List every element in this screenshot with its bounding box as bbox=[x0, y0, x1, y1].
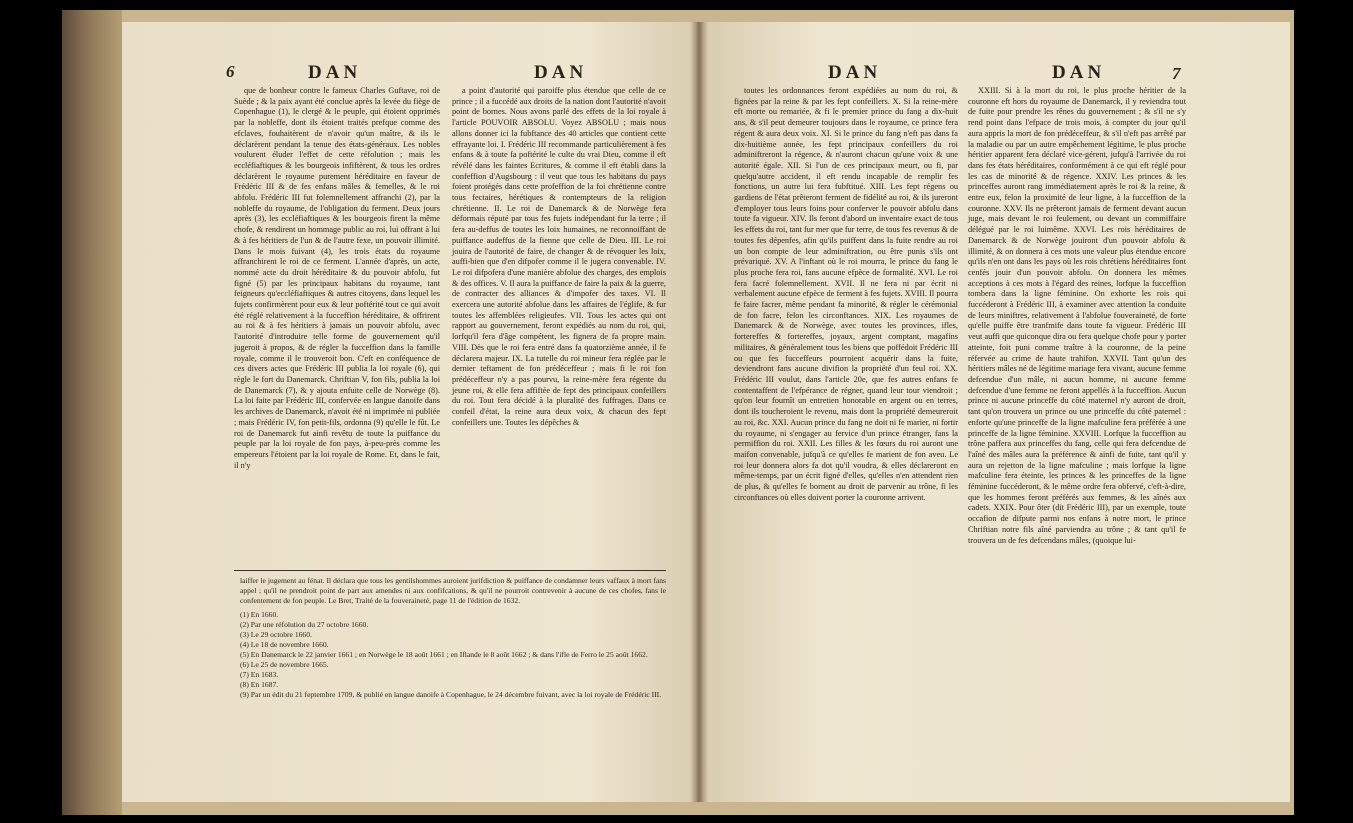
footnote: (3) Le 29 octobre 1660. bbox=[240, 630, 312, 639]
footnotes bbox=[240, 576, 666, 700]
right-page bbox=[702, 22, 1290, 802]
page-number: 6 bbox=[226, 62, 235, 81]
column-text: XXIII. Si à la mort du roi, le plus proche héritier de la couronne eft hors du royaume de Danemarck, il y reviendra tout de fuite pour prendre les rênes du gouvernement ; & s'il ne s'y rend point dans l'efpace de trois mois, à compter du jour qu'il aura appris la mort de fon prédéceffeur, & s'il n'eft pas arrêté par la maladie ou par un autre empêchement légitime, le plus proche héritier apparent fera déclaré vice-gérent, jufqu'à l'arrivée du roi dans fes états héréditaires, conformément à ce qui eft réglé pour les cas de minorité & de régence. XXIV. Les princes & les princeffes auront rang immédiatement après le roi & la reine, & entre eux, felon la proximité de leur ligne, à la fucceffion de la couronne. XXV. Ils ne prêteront jamais de ferment devant aucun juge, mais devant le roi feulement, ou devant un commiffaire délégué par le roi luimême. XXVI. Les rois héréditaires de Danemarck & de Norwège jouiront d'un pouvoir abfolu & illimité, & on donnera à ces mots une valeur plus étendue encore qu'ils n'en ont dans les pays où les rois chrétiens héréditaires font cenfés jouir d'un pouvoir abfolu. On donnera les mêmes acceptions à ces mots à l'égard des reines, lorfque la fucceffion tombera dans la ligne féminine. On exhorte les rois qui fuccéderont à Frédéric III, à examiner avec attention la conduite de leurs miniftres, relativement à l'abfolue fouveraineté, de forte qu'elle puiffe être tranfmife dans toute fa vigueur. Frédéric III veut auffi que quiconque dira ou fera quelque chofe pour y porter atteinte, foit puni comme traître à la couronne, de la peine réfervée au crime de haute trahifon. XXVII. Tant qu'un des héritiers mâles né de légitime mariage fera vivant, aucune femme defcendue d'un mâle, ni aucun homme, ni aucune femme defcendue d'une femme ne feront appellés à la fucceffion. Aucun prince ni aucune princeffe du côté maternel n'y auront de droit, tant qu'on trouvera un prince ou une princeffe du côté paternel : enforte qu'une princeffe de la ligne mafculine fera préférée à une princeffe de la ligne féminine. XXVIII. Lorfque la fucceffion au trône paffera aux princeffes du fang, celle qui fera defcendue de l'aîné des mâles aura la préférence & ainfi de fuite, tant qu'il y aura un rejetton de la ligne mafculine ; mais lorfque la ligne mafculine fera éteinte, les princes & les princeffes de la ligne féminine fuccéderont, & le même ordre fera obfervé, c'eft-à-dire, que les hommes feront préférés aux femmes, & les aînés aux cadets. XXIX. Pour ôter (dit Frédéric III), par un exemple, toute occafion de difpute parmi nos enfans à notre mort, le prince Chriftian notre fils aîné parviendra au trône ; & tant qu'il fe trouvera un de fes defcendans mâles, (quoique lui- bbox=[968, 86, 1186, 545]
left-page bbox=[122, 22, 697, 802]
text-column-2 bbox=[968, 86, 1186, 776]
running-header-left: DAN bbox=[308, 62, 362, 83]
footnote: (5) En Danemarck le 22 janvier 1661 ; en Norwège le 18 août 1661 ; en Iflande le 8 août 1662 ; & dans l'ifle de Ferro le 25 août 1662. bbox=[240, 650, 648, 659]
running-header-right: DAN bbox=[1052, 62, 1106, 83]
column-text: a point d'autorité qui paroiffe plus étendue que celle de ce prince ; il a fuccédé aux droits de la nation dont l'autorité n'avoit point de bornes. Nous avons parlé des effets de la loi royale à l'article POUVOIR ABSOLU. Voyez ABSOLU ; mais nous allons donner ici la fubftance des 40 articles que contient cette effrayante loi. I. Frédéric III recommande particulièrement à fes enfans & à toute fa poftérité le culte du vrai Dieu, comme il eft révélé dans les faintes Ecritures, & comme il eft établi dans la confeffion d'Augsbourg : il veut que tous les habitans du pays foient protégés dans cette profeffion de la foi chrétienne contre tous fectaires, hérétiques & contempteurs de la religion chrétienne. II. Le roi de Danemarck & de Norwège fera déformais réputé par tous fes fujets indépendant fur la terre ; il fera au-deffus de toutes les loix humaines, ne reconnoiffant de puiffance audeffus de la fienne que celle de Dieu. III. Le roi jouira de l'autorité de faire, de changer & de révoquer les loix, auffi-bien que d'en difpofer comme il le jugera convenable. IV. Le roi difpofera d'une manière abfolue des charges, des emplois & des offices. V. Il aura la puiffance de faire la paix & la guerre, de contracter des alliances & d'impofer des taxes. VI. Il exercera une autorité abfolue dans les affaires de l'églife, & fur toutes les affemblées religieufes. VII. Tous les actes qui ont rapport au gouvernement, feront expédiés au nom du roi, qui, lorfqu'il fera d'âge compétent, les fignera de fa propre main. VIII. Dès que le roi fera entré dans fa quatorzième année, il fe déclarera majeur. IX. La tutelle du roi mineur fera réglée par le dernier teftament de fon prédéceffeur ; mais fi le roi fon prédéceffeur n'y a pas pourvu, la reine-mère fera régente du jeune roi, & elle fera affiftée de fept des principaux confeillers du roi. Tout fera décidé à la pluralité des fuffrages. Dans ce confeil d'état, la reine aura deux voix, & chacun des fept confeillers une. Toutes les dépêches & bbox=[452, 86, 666, 427]
text-column-2 bbox=[452, 86, 666, 568]
running-header-right: DAN bbox=[534, 62, 588, 83]
running-header-left: DAN bbox=[828, 62, 882, 83]
book-gutter bbox=[690, 22, 708, 802]
footnote: (7) En 1683. bbox=[240, 670, 279, 679]
footnote-rule bbox=[234, 570, 666, 571]
footnote: (9) Par un édit du 21 feptembre 1709, & publié en langue danoife à Copenhague, le 24 décembre fuivant, avec la loi royale de Frédéric III. bbox=[240, 690, 662, 699]
footnote-lead: laiffer le jugement au fénat. Il déclara que tous les gentilshommes auroient jurifdiction & puiffance de condamner leurs vaffaux à mort fans appel ; qu'il ne prendroit point de part aux amendes ni aux confifcations, & qu'il ne pourroit contrevenir à aucune de ces chofes, fans le confentement de fon peuple. Le Bret, Traité de la fouveraineté, page 11 de l'édition de 1632. bbox=[240, 576, 666, 605]
footnote: (4) Le 18 de novembre 1660. bbox=[240, 640, 329, 649]
footnote: (1) En 1660. bbox=[240, 610, 279, 619]
text-column-1 bbox=[734, 86, 958, 776]
footnote: (6) Le 25 de novembre 1665. bbox=[240, 660, 329, 669]
footnote: (8) En 1687. bbox=[240, 680, 279, 689]
footnote: (2) Par une réfolution du 27 octobre 1660. bbox=[240, 620, 369, 629]
column-text: toutes les ordonnances feront expédiées au nom du roi, & fignées par la reine & par les fept confeillers. X. Si la reine-mère eft morte ou remariée, & fi le premier prince du fang a dix-huit ans, & s'il peut demeurer toujours dans le royaume, ce prince fera régent & aura deux voix. XI. Si le prince du fang n'eft pas dans fa dix-huitième année, les fept principaux confeillers du roi adminiftreront la régence, & n'auront chacun qu'une voix & une autorité égale. XII. Si l'un de ces principaux meurt, ou fi, par quelqu'autre accident, il eft rendu incapable de remplir fes fonctions, un autre lui fera fubftitué. XIII. Les fept régens ou gardiens de l'état prêteront ferment de fidélité au roi, & ils jureront d'employer tous leurs foins pour conferver le pouvoir abfolu dans toute fa vigueur. XIV. Ils feront d'abord un inventaire exact de tous les effets du roi, tant fur mer que fur terre, de tous fes revenus & de toutes fes dépenfes, afin qu'ils puiffent dans la fuite rendre au roi un bon compte de leur adminiftration, ou être punis s'ils ont prévariqué. XV. A l'inftant où le roi mourra, le prince du fang le plus proche fera roi, fans aucune efpèce de formalité. XVI. Le roi fera facré folemnellement. XVII. Il ne fera ni par écrit ni verbalement aucune efpèce de ferment à fes fujets. XVIII. Il pourra fe faire facrer, même pendant fa minorité, & régler le cérémonial de fon facre, felon les circonftances. XIX. Les royaumes de Danemarck & de Norwège, avec toutes les provinces, ifles, fortereffes & fortereffes, joyaux, argent comptant, magafins militaires, & généralement tous les biens que poffédoit Frédéric III ou que fes fucceffeurs pourroient acquérir dans la fuite, deviendront fans aucune divifion la propriété d'un feul roi. XX. Frédéric III voulut, dans l'article 20e, que fes autres enfans fe contentaffent de l'efpérance de régner, quand leur tour viendroit ; qu'on leur fournît un entretien honorable en argent ou en terres, dont ils toucheroient le revenu, mais dont la propriété demeureroit au roi, &c. XXI. Aucun prince du fang ne doit ni fe marier, ni fortir du royaume, ni s'engager au fervice d'un prince étranger, fans la permiffion du roi. XXII. Les filles & les fœurs du roi auront une maifon convenable, jufqu'à ce qu'elles fe marient de fon aveu. Le roi leur donnera alors fa dot qu'il voudra, & elles déclareront en même-temps, par un écrit figné d'elles, qu'elles n'en attendent rien de plus, & qu'elles fe bornent au droit de parvenir au trône, fi les circonftances où elles doivent porter la couronne arrivent. bbox=[734, 86, 958, 502]
column-text: que de bonheur contre le fameux Charles Guftave, roi de Suède ; & la paix ayant été conclue après la levée du fiège de Copenhague (1), le clergé & le peuple, qui étoient opprimés par la nobleffe, dont ils étoient traités prefque comme des efclaves, fouhaitèrent de n'avoir qu'un maître, & ils le déclarèrent pendant la tenue des états-généraux. Les nobles voulurent éluder l'effet de cette réfolution ; mais les eccléfiaftiques & les bourgeois infiftèrent, & tous les ordres déclarèrent le royaume purement héréditaire en faveur de Frédéric III & de fes enfans mâles & femelles, & le roi abfolu. Frédéric III fut folemnellement affranchi (2), par la nobleffe du royaume, de l'obligation du ferment. Deux jours après (3), les eccléfiaftiques & les bourgeois firent la même chofe, & rendirent un hommage public au roi, lui offrant à lui & à fes héritiers de l'un & de l'autre fexe, un pouvoir illimité. Dans le mois fuivant (4), les trois états du royaume affranchirent le roi de ce ferment. L'année d'après, un acte, nommé acte du droit héréditaire & du pouvoir abfolu, fut figné (5) par les principaux habitans du royaume, tant feigneurs qu'eccléfiaftiques & autres citoyens, dans lequel les fujets confirmèrent pour eux & leur poftérité tout ce qui avoit été réglé relativement à la fucceffion héréditaire, & offrirent au roi & à fes héritiers à jamais un pouvoir abfolu, avec l'autorité d'introduire telle forme de gouvernement qu'il jugeroit à propos, & de régler la fucceffion dans la famille royale, comme il le trouveroit bon. C'eft en conféquence de ces divers actes que Frédéric III publia la loi royale (6), qui règle le fort du Danemarck. Chriftian V, fon fils, publia la loi de Danemarck (7), & y ajouta enfuite celle de Norwège (8). La loi faite par Frédéric III, confervée en langue danoife dans les archives de Danemarck, n'avoit été ni imprimée ni publiée ; mais Frédéric IV, fon petit-fils, ordonna (9) qu'elle le fût. Le roi de Danemarck fut ainfi revêtu de toute la puiffance du peuple par la loi royale de fon pays, à-peu-près comme les empereurs l'étoient par la loi royale de Rome. Et, dans le fait, il n'y bbox=[234, 86, 440, 470]
page-number: 7 bbox=[1172, 64, 1181, 83]
book-edge bbox=[62, 10, 122, 815]
text-column-1 bbox=[234, 86, 440, 568]
